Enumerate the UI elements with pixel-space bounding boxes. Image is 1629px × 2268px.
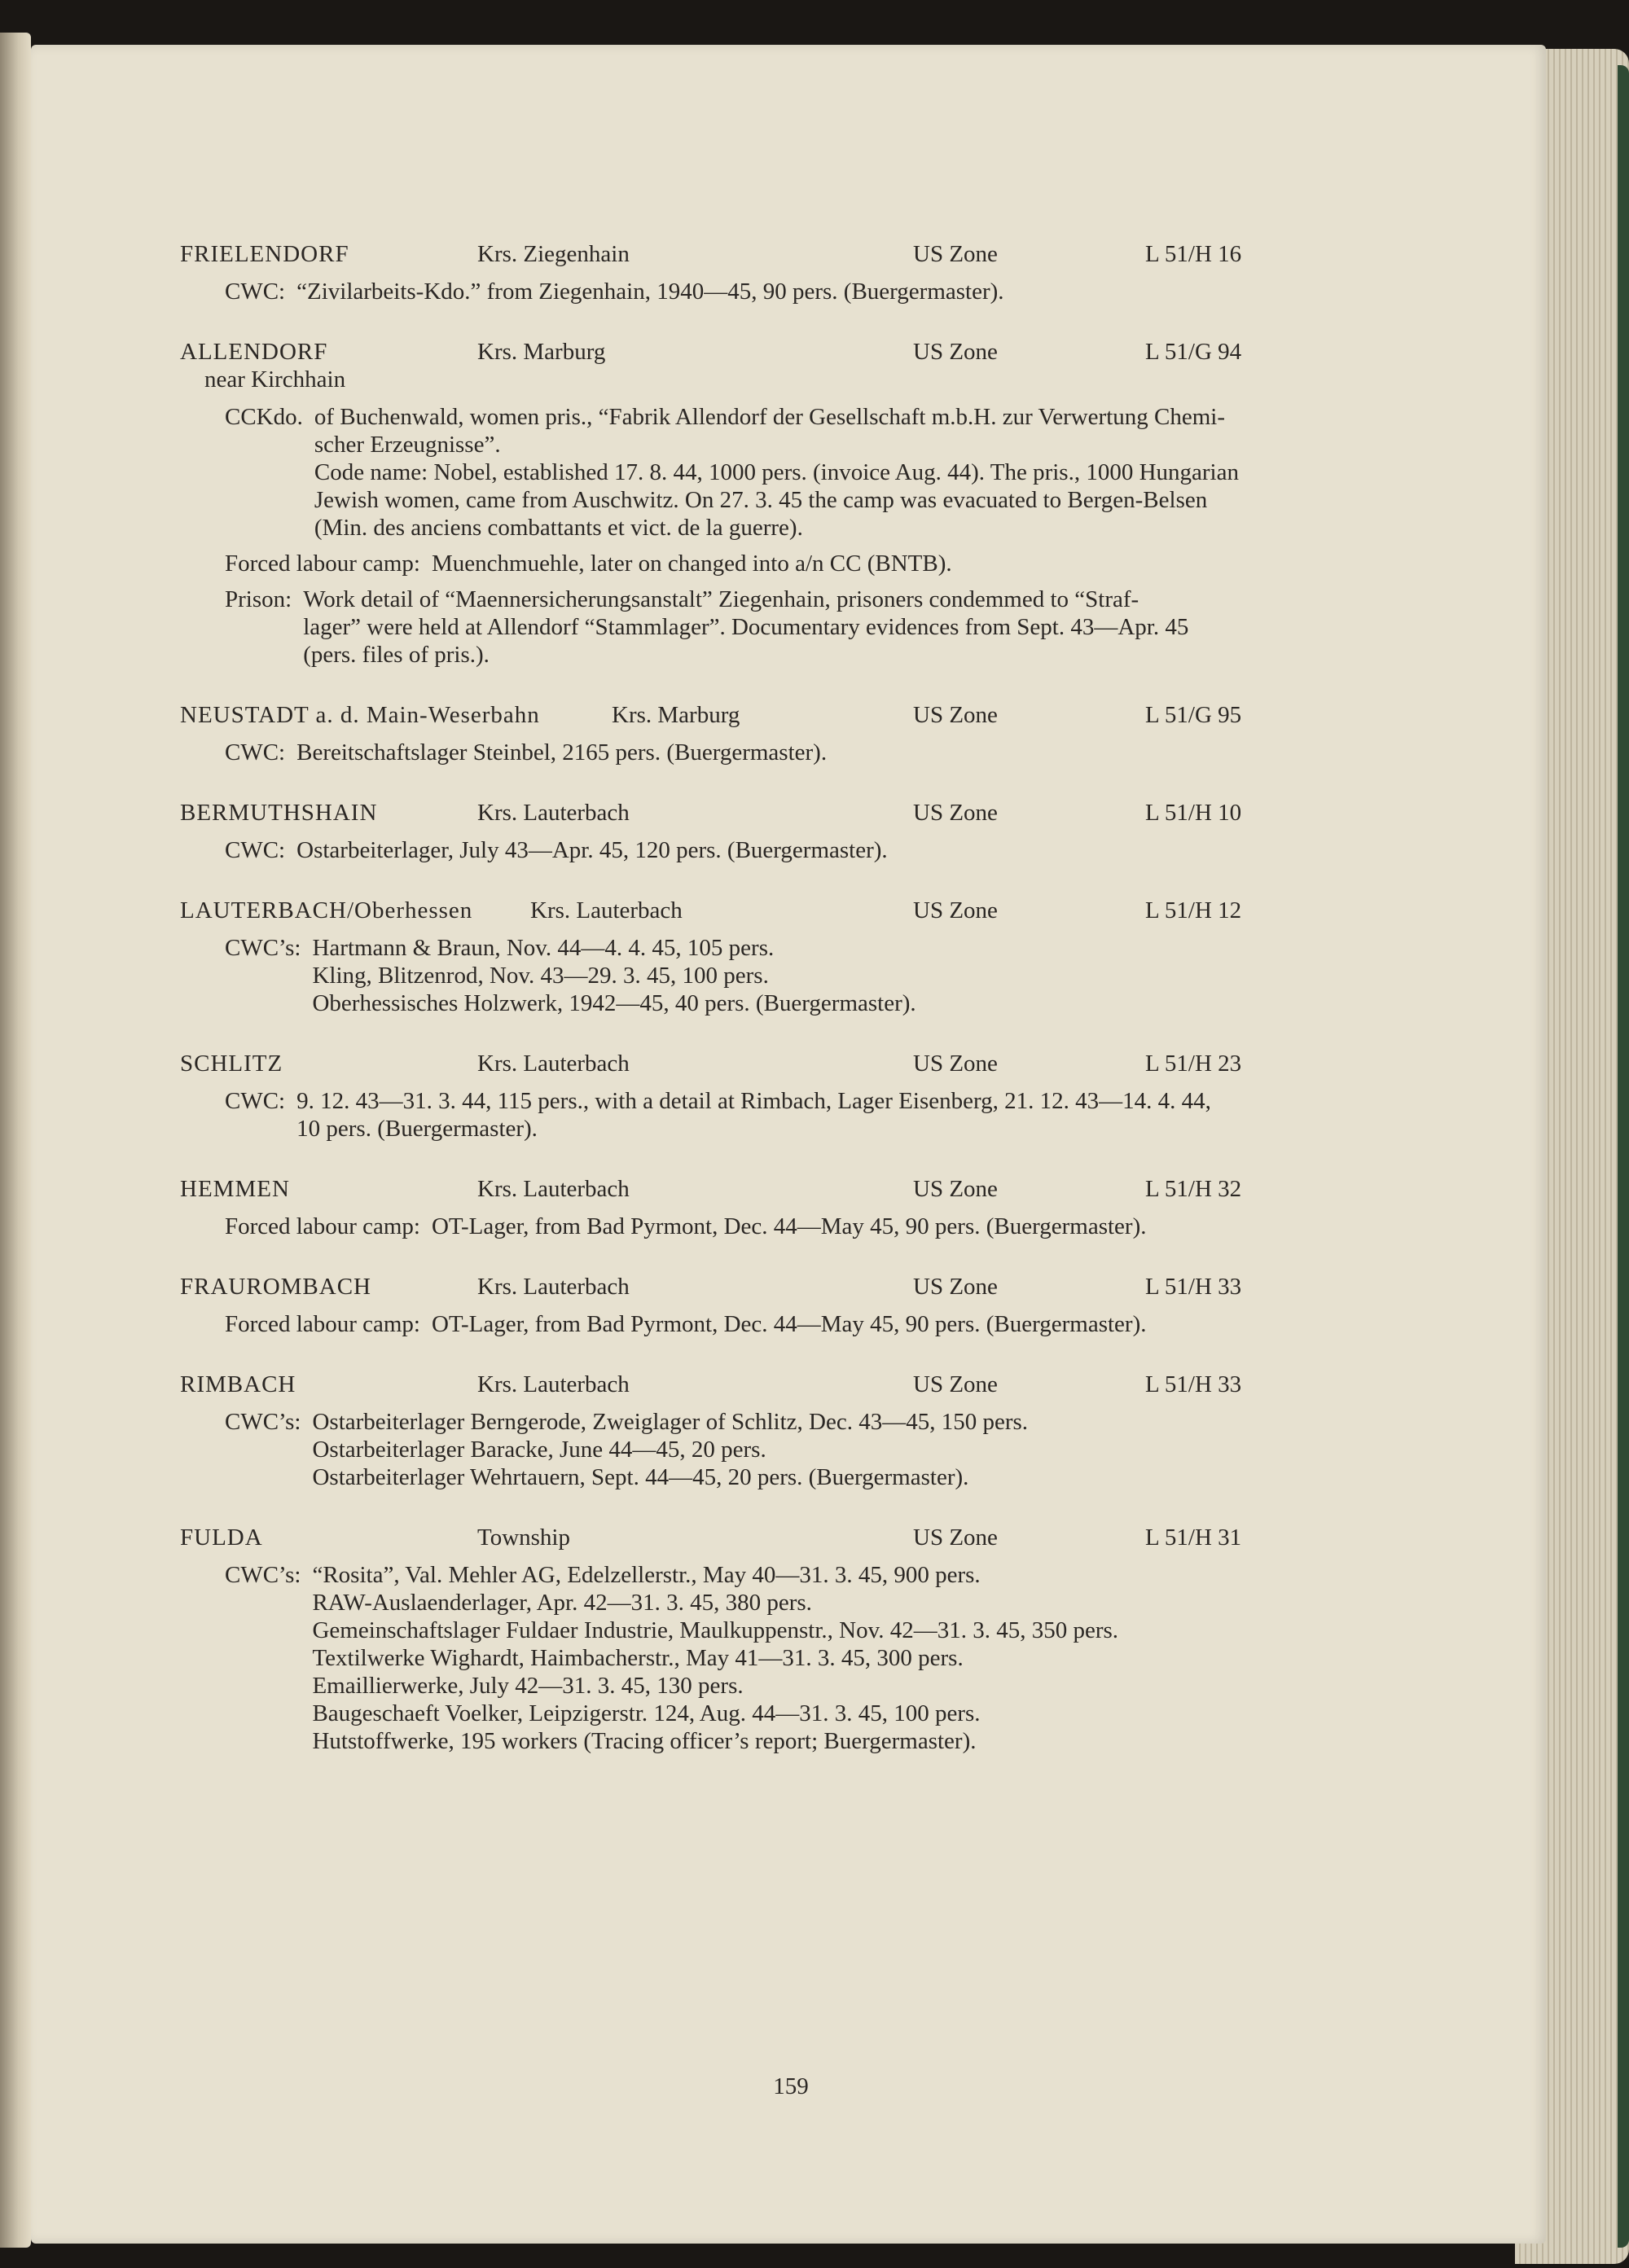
district: Krs. Lauterbach [477,1176,630,1202]
entry-hemmen [180,1175,1402,1240]
place-name: SCHLITZ [180,1051,283,1077]
detail-label: CWC: [225,279,286,305]
entry-neustadt [180,701,1402,766]
zone: US Zone [913,1176,998,1202]
entry-allendorf [180,338,1402,669]
map-reference: L 51/H 32 [1145,1176,1242,1202]
entry-lauterbach [180,897,1402,1017]
detail-label: CWC: [225,1088,286,1114]
detail-line: of Buchenwald, women pris., “Fabrik Allendorf der Gesellschaft m.b.H. zur Verwertung Chemi- [314,404,1225,430]
place-name: HEMMEN [180,1176,290,1202]
detail [180,1561,1402,1755]
zone: US Zone [913,1524,998,1551]
detail-line: Ostarbeiterlager, July 43—Apr. 45, 120 pers. (Buergermaster). [296,837,888,863]
detail-label: CCKdo. [225,404,303,430]
entry-header [180,1050,1402,1079]
district: Krs. Marburg [612,702,740,728]
detail-line: Ostarbeiterlager Berngerode, Zweiglager of Schlitz, Dec. 43—45, 150 pers. [312,1409,1029,1435]
detail-line: Baugeschaeft Voelker, Leipzigerstr. 124, Aug. 44—31. 3. 45, 100 pers. [312,1700,981,1726]
detail-line: Oberhessisches Holzwerk, 1942—45, 40 pers. (Buergermaster). [312,990,916,1016]
entry-header [180,897,1402,926]
map-reference: L 51/G 94 [1145,339,1242,365]
map-reference: L 51/H 23 [1145,1051,1242,1077]
entry-header [180,240,1402,270]
entry-header [180,1175,1402,1204]
left-page-edge [0,33,31,2248]
detail [180,1213,1402,1240]
entry-header [180,1371,1402,1400]
detail-line: Emaillierwerke, July 42—31. 3. 45, 130 pers. [312,1673,744,1699]
entry-header [180,338,1402,395]
district: Krs. Lauterbach [477,800,630,826]
page-number: 159 [773,2073,809,2099]
entry-header [180,799,1402,828]
detail-label: CWC’s: [225,935,301,961]
entry-fulda [180,1524,1402,1755]
detail-line: RAW-Auslaenderlager, Apr. 42—31. 3. 45, 380 pers. [312,1590,812,1616]
district: Township [477,1524,570,1551]
entry-rimbach [180,1371,1402,1491]
district: Krs. Lauterbach [477,1274,630,1300]
detail-line: OT-Lager, from Bad Pyrmont, Dec. 44—May 45, 90 pers. (Buergermaster). [431,1213,1147,1239]
detail-label: Forced labour camp: [225,551,420,577]
detail [180,403,1402,542]
map-reference: L 51/H 33 [1145,1274,1242,1300]
page-content [180,240,1402,2099]
detail-line: Bereitschaftslager Steinbel, 2165 pers. (Buergermaster). [296,739,828,766]
detail-line: Hartmann & Braun, Nov. 44—4. 4. 45, 105 pers. [312,935,775,961]
detail-line: Kling, Blitzenrod, Nov. 43—29. 3. 45, 100 pers. [312,963,769,989]
place-name: ALLENDORF [180,339,328,365]
entry-frielendorf [180,240,1402,305]
entry-header [180,1524,1402,1553]
detail-label: Forced labour camp: [225,1311,420,1337]
detail-label: CWC’s: [225,1409,301,1435]
detail [180,1408,1402,1491]
zone: US Zone [913,1274,998,1300]
detail-line: Jewish women, came from Auschwitz. On 27. 3. 45 the camp was evacuated to Bergen-Belsen [314,487,1208,513]
district: Krs. Lauterbach [530,897,683,923]
entry-header [180,701,1402,730]
district: Krs. Marburg [477,339,606,365]
detail-line: lager” were held at Allendorf “Stammlager”. Documentary evidences from Sept. 43—Apr. 45 [303,614,1189,640]
zone: US Zone [913,702,998,728]
detail-line: “Zivilarbeits-Kdo.” from Ziegenhain, 1940—45, 90 pers. (Buergermaster). [296,279,1004,305]
entry-bermuthshain [180,799,1402,864]
entry-schlitz [180,1050,1402,1143]
place-subname: near Kirchhain [204,366,346,393]
detail [180,550,1402,577]
detail-line: OT-Lager, from Bad Pyrmont, Dec. 44—May 45, 90 pers. (Buergermaster). [431,1311,1147,1337]
district: Krs. Lauterbach [477,1051,630,1077]
detail-line: “Rosita”, Val. Mehler AG, Edelzellerstr., May 40—31. 3. 45, 900 pers. [312,1562,981,1588]
detail-line: Gemeinschaftslager Fuldaer Industrie, Maulkuppenstr., Nov. 42—31. 3. 45, 350 pers. [312,1617,1119,1643]
place-name: FRIELENDORF [180,241,349,267]
detail [180,1310,1402,1338]
map-reference: L 51/H 16 [1145,241,1242,267]
map-reference: L 51/H 10 [1145,800,1242,826]
detail-label: CWC’s: [225,1562,301,1588]
detail [180,836,1402,864]
detail-line: 9. 12. 43—31. 3. 44, 115 pers., with a detail at Rimbach, Lager Eisenberg, 21. 12. 43—14. 4. 44, [296,1088,1211,1114]
zone: US Zone [913,897,998,923]
detail-line: Hutstoffwerke, 195 workers (Tracing officer’s report; Buergermaster). [312,1728,977,1754]
detail-line: Code name: Nobel, established 17. 8. 44, 1000 pers. (invoice Aug. 44). The pris., 1000 Hungarian [314,459,1239,485]
book-page [31,45,1546,2244]
detail [180,1087,1402,1143]
detail-line: Work detail of “Maennersicherungsanstalt” Ziegenhain, prisoners condemmed to “Straf- [303,586,1139,612]
detail-line: Textilwerke Wighardt, Haimbacherstr., May 41—31. 3. 45, 300 pers. [312,1645,964,1671]
place-name: FULDA [180,1524,263,1551]
zone: US Zone [913,1051,998,1077]
district: Krs. Lauterbach [477,1371,630,1397]
entry-header [180,1273,1402,1302]
zone: US Zone [913,339,998,365]
place-name: RIMBACH [180,1371,296,1397]
detail-line: scher Erzeugnisse”. [314,432,501,458]
entry-fraurombach [180,1273,1402,1338]
map-reference: L 51/H 33 [1145,1371,1242,1397]
place-name: LAUTERBACH/Oberhessen [180,897,473,923]
map-reference: L 51/H 12 [1145,897,1242,923]
detail-line: (pers. files of pris.). [303,642,490,668]
place-name: FRAUROMBACH [180,1274,371,1300]
zone: US Zone [913,1371,998,1397]
zone: US Zone [913,241,998,267]
map-reference: L 51/G 95 [1145,702,1242,728]
district: Krs. Ziegenhain [477,241,630,267]
detail-label: Prison: [225,586,292,612]
detail [180,739,1402,766]
detail-line: (Min. des anciens combattants et vict. de la guerre). [314,515,803,541]
zone: US Zone [913,800,998,826]
detail [180,586,1402,669]
place-name: NEUSTADT a. d. Main-Weserbahn [180,702,540,728]
detail-label: CWC: [225,837,286,863]
place-name: BERMUTHSHAIN [180,800,378,826]
detail-label: Forced labour camp: [225,1213,420,1239]
map-reference: L 51/H 31 [1145,1524,1242,1551]
detail-line: Ostarbeiterlager Wehrtauern, Sept. 44—45, 20 pers. (Buergermaster). [312,1464,969,1490]
detail [180,278,1402,305]
detail [180,934,1402,1017]
detail-line: 10 pers. (Buergermaster). [296,1116,538,1142]
detail-line: Muenchmuehle, later on changed into a/n CC (BNTB). [431,551,952,577]
detail-label: CWC: [225,739,286,766]
detail-line: Ostarbeiterlager Baracke, June 44—45, 20 pers. [312,1437,766,1463]
